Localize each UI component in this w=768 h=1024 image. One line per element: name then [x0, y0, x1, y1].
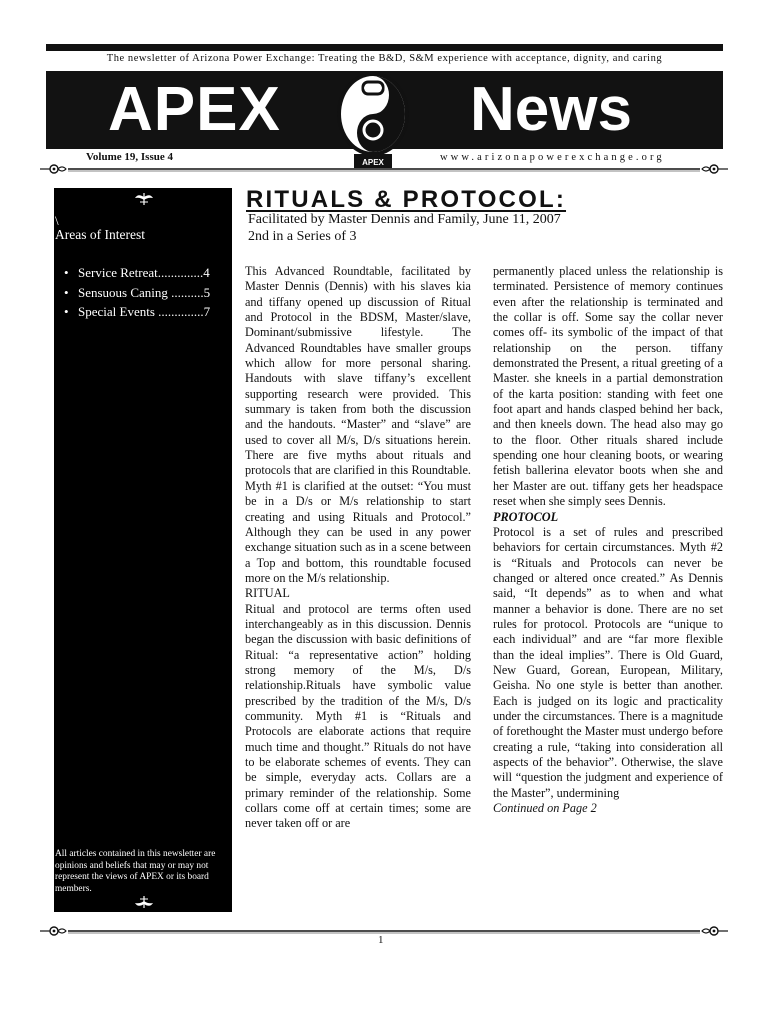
sidebar-disclaimer: All articles contained in this newsletter are opinions and beliefs that may or may not represent the views of APEX or its board members. — [55, 849, 216, 894]
list-item[interactable]: • Special Events ..............7 — [64, 302, 232, 322]
masthead-top-bar — [46, 44, 723, 51]
volume-issue: Volume 19, Issue 4 — [86, 151, 173, 163]
masthead-news-word: News — [470, 75, 632, 144]
article-paragraph: Protocol is a set of rules and prescribed behaviors for certain circumstances. Myth #2 is “Rituals and Protocols can never be changed or altered once created.” As Dennis said, “It depends” as to when and what manner a behavior is done. There are no set rules for protocol. Protocols are “unique to each individual” and are “far more flexible than the ideal implies”. There is Old Guard, New Guard, Gorean, European, Military, Geisha. No one style is better than another. Each is judged on its logic and practicality under the circumstances. There is a magnitude of forethought the Master must undergo before creating a rule, “taking into consideration all aspects of the behavior”. Otherwise, the slave will “question the judgment and experience of the Master”, undermining — [493, 524, 723, 800]
masthead-apex-word: APEX — [108, 75, 281, 144]
website-url[interactable]: www.arizonapowerexchange.org — [440, 152, 665, 163]
continued-link[interactable]: Continued on Page 2 — [493, 801, 597, 816]
list-item[interactable]: • Sensuous Caning ..........5 — [64, 283, 232, 303]
logo-text: APEX — [362, 158, 384, 167]
footer-divider-ornament — [40, 925, 728, 937]
page-number: 1 — [378, 934, 384, 946]
article-series: 2nd in a Series of 3 — [248, 229, 357, 244]
list-item[interactable]: • Service Retreat..............4 — [64, 263, 232, 283]
article-byline: Facilitated by Master Dennis and Family, June 11, 2007 — [248, 212, 561, 227]
article-column-1 — [245, 264, 471, 832]
fleuron-icon — [134, 895, 154, 909]
sidebar-slash-mark: \ — [55, 213, 59, 228]
article-subheading — [248, 211, 561, 245]
article-paragraph: Ritual and protocol are terms often used interchangeably as in this discussion. Dennis began the discussion with basic definitions of Ritual: “a representative action” holding strong memory of the M/s, D/s relationship.Rituals have symbolic value prescribed by the tradition of the M/s, D/s community. Myth #1 is “Rituals and Protocols are elaborate actions that require much time and thought.” Rituals do not have to be elaborate schemes of events. They can be simple, everyday acts. Collars are a primary reminder of the relationship. Some collars come off at certain times; some are never taken off or are — [245, 601, 471, 831]
masthead-divider-ornament — [40, 162, 728, 176]
article-paragraph: This Advanced Roundtable, facilitated by Master Dennis (Dennis) with his slaves kia and tiffany opened up discussion of Ritual and Protocol in the BDSM, Master/slave, Dominant/submissive lifestyle. The Advanced Roundtables have smaller groups which allow for more personal sharing. Handouts with slave tiffany’s excellent supporting research were provided. This summary is taken from both the discussion and the handouts. “Master” and “slave” are used to cover all M/s, D/s situations herein. There are five myths about rituals and protocols that are clarified in this Roundtable. Myth #1 is clarified at the outset: “You must be in a D/s or M/s relationship to start creating and using Rituals and Protocol.” Although they can be used in any power exchange situation such as in a scene between a Top and bottom, this roundtable focused more on the M/s relationship. — [245, 264, 471, 585]
sidebar-title: Areas of Interest — [55, 227, 145, 242]
section-heading-protocol: PROTOCOL — [493, 509, 559, 524]
section-heading-ritual: RITUAL — [245, 586, 290, 601]
fleuron-icon — [134, 192, 154, 206]
newsletter-tagline: The newsletter of Arizona Power Exchange: Treating the B&D, S&M experience with acceptance, dignity, and caring — [106, 53, 663, 64]
areas-of-interest-list — [64, 263, 232, 322]
sidebar-panel — [54, 188, 232, 912]
article-title: RITUALS & PROTOCOL: — [246, 186, 567, 213]
article-column-2 — [493, 264, 723, 816]
article-paragraph: permanently placed unless the relationship is terminated. Persistence of memory continues even after the relationship is terminated and the collar is off. Some say the collar never comes off- its symbolic of the impact of that relationship on the person. tiffany demonstrated the Present, a ritual greeting of a Master. she kneels in a partial demonstration of the karta position: standing with feet one foot apart and hands clasped behind her back, and then kneels down. The head also may go to the floor. Other rituals shared include spending one hour cleaning boots, or wearing fetish ballerina elevator boots when she and her Master are out. tiffany gets her headspace reset when she simply sees Dennis. — [493, 264, 723, 509]
